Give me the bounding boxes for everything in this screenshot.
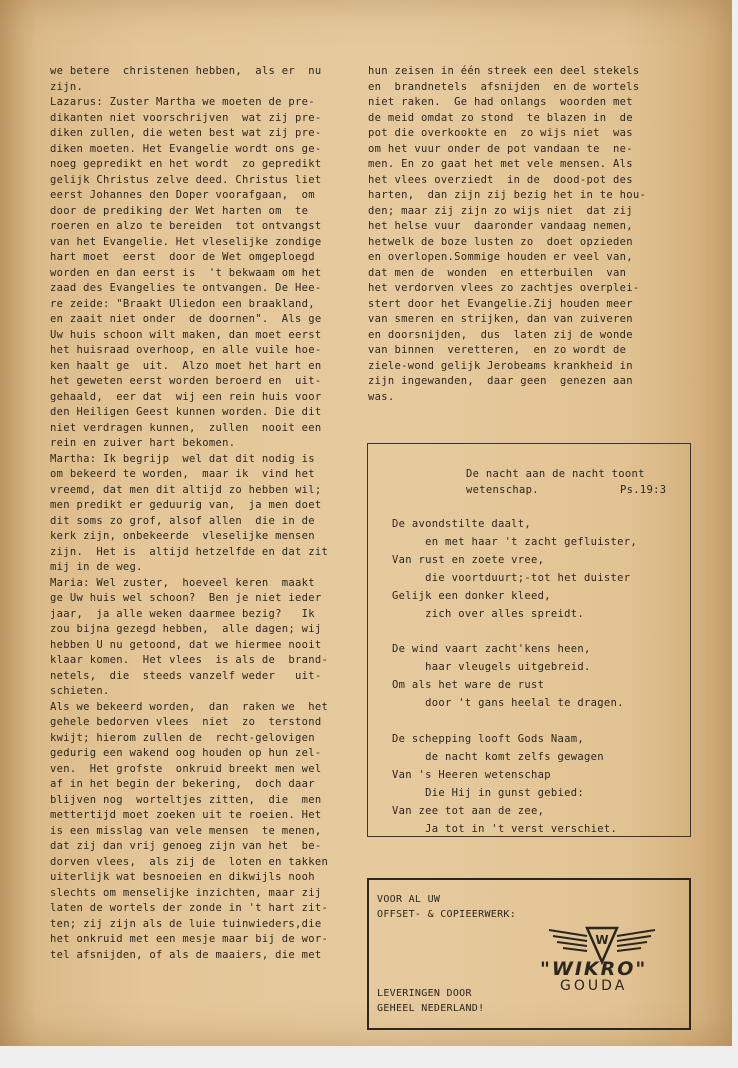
poem-line: haar vleugels uitgebreid. (392, 661, 591, 673)
advertisement-box (367, 878, 691, 1030)
text-line: laten de wortels der zonde in 't hart zit- (50, 902, 329, 914)
text-line: klaar komen. Het vlees is als de brand- (50, 654, 329, 666)
text-line: diken zullen, die weten best wat zij pre- (50, 127, 322, 139)
text-line: Martha: Ik begrijp wel dat dit nodig is (50, 452, 315, 465)
text-line: zijn ingewanden, daar geen genezen aan (368, 375, 633, 387)
text-line: jaar, ja alle weken daarmee bezig? Ik (50, 607, 315, 620)
text-line: kerk zijn, onbekeerde vleselijke mensen (50, 530, 315, 542)
brand-city: GOUDA (560, 978, 628, 994)
text-line: was. (368, 390, 395, 403)
poem-epigraph-2: wetenschap. (466, 484, 539, 496)
text-line: en doorsnijden, dus laten zij de wonde (368, 328, 633, 341)
text-line: Uw huis schoon wilt maken, dan moet eerst (50, 328, 322, 341)
text-line: gedurig een wakend oog houden op hun zel- (50, 747, 322, 759)
text-line: tel afsnijden, of als de maaiers, die met (50, 948, 322, 961)
brand-name: "WIKRO" (540, 958, 648, 980)
poem-line: die voortduurt;-tot het duister (392, 572, 631, 584)
text-line: den; maar zij zijn zo wijs niet dat zij (368, 204, 633, 217)
text-line: mettertijd moet zoeken uit te roeien. Het (50, 809, 322, 821)
text-line: eerst Johannes den Doper voorafgaan, om (50, 189, 315, 201)
text-line: gehele bedorven vlees niet zo terstond (50, 716, 322, 728)
text-line: hart moet eerst door de Wet omgeploegd (50, 251, 315, 263)
poem-line: Om als het ware de rust (392, 679, 545, 691)
text-line: de meid omdat zo stond te blazen in de (368, 111, 633, 124)
text-line: dat zij dan vrij genoeg zijn van het be- (50, 840, 322, 852)
text-line: men. En zo gaat het met vele mensen. Als (368, 158, 633, 170)
text-line: niet raken. Ge had onlangs woorden met (368, 96, 633, 108)
text-line: Maria: Wel zuster, hoeveel keren maakt (50, 576, 315, 589)
text-line: dat men de wonden en etterbuilen van (368, 266, 627, 279)
poem-box (367, 443, 691, 837)
text-line: zou bijna gezegd hebben, alle dagen; wij (50, 623, 322, 635)
text-line: Als we bekeerd worden, dan raken we het (50, 700, 329, 713)
text-line: ge Uw huis wel schoon? Ben je niet ieder (50, 592, 322, 604)
text-line: roeren en alzo te bereiden tot ontvangst (50, 220, 322, 232)
text-line: zijn. Het is altijd hetzelfde en dat zit (50, 545, 329, 558)
text-line: vreemd, dat men dit altijd zo hebben wil; (50, 483, 322, 496)
text-line: het helse vuur daaronder vandaag nemen, (368, 220, 633, 232)
text-line: stert door het Evangelie.Zij houden meer (368, 297, 633, 310)
poem-line: Gelijk een donker kleed, (392, 590, 551, 602)
ad-line-3: LEVERINGEN DOOR (377, 988, 472, 999)
text-line: netels, die steeds vanzelf weder uit- (50, 669, 322, 682)
text-line: uiterlijk wat besnoeien en dikwijls nooh (50, 871, 315, 883)
text-line: rein en zuiver hart bekomen. (50, 437, 236, 449)
text-line: hebben U nu getoond, dat we hiermee nooit (50, 638, 322, 651)
text-line: zijn. (50, 80, 84, 93)
poem-line: en met haar 't zacht gefluister, (392, 536, 637, 548)
text-line: het onkruid met een mesje maar bij de wor- (50, 933, 329, 945)
text-line: dikanten niet voorschrijven wat zij pre- (50, 111, 322, 124)
text-line: van binnen veretteren, en zo wordt de (368, 344, 627, 356)
text-line: Lazarus: Zuster Martha we moeten de pre- (50, 96, 315, 108)
ad-line-2: OFFSET- & COPIEERWERK: (377, 909, 517, 920)
text-line: door de prediking der Wet harten om te (50, 204, 309, 217)
text-line: noeg gepredikt en het wordt zo gepredikt (50, 158, 322, 170)
text-line: pot die overkookte en zo wijs niet was (368, 127, 633, 139)
logo-letter: W (595, 933, 609, 947)
ad-line-1: VOOR AL UW (377, 894, 441, 905)
text-line: hun zeisen in één streek een deel stekels (368, 65, 640, 77)
text-line: schieten. (50, 685, 110, 697)
text-line: ken haalt ge uit. Alzo moet het hart en (50, 359, 322, 372)
text-line: het vlees overziedt in de dood-pot des (368, 173, 633, 186)
text-line: men predikt er geduurig van, ja men doet (50, 499, 322, 511)
text-line: het geweten eerst worden beroerd en uit- (50, 375, 322, 387)
poem-line: zich over alles spreidt. (392, 608, 585, 620)
poem-line: Van rust en zoete vree, (392, 554, 545, 566)
text-line: worden en dan eerst is 't bekwaam om het (50, 266, 322, 279)
poem-reference: Ps.19:3 (620, 484, 667, 496)
text-line: gehaald, eer dat wij een rein huis voor (50, 390, 322, 403)
text-line: slechts om menselijke inzichten, maar zij (50, 886, 322, 899)
text-line: re zeide: "Braakt Uliedon een braakland, (50, 297, 315, 310)
text-line: en zaait niet onder de doornen". Als ge (50, 313, 322, 325)
text-line: het verdorven vlees zo zachtjes overplei- (368, 282, 640, 294)
poem-line: De avondstilte daalt, (392, 518, 532, 530)
poem-line: Van zee tot aan de zee, (392, 805, 545, 817)
text-line: om het vuur onder de pot vandaan te ne- (368, 142, 633, 155)
poem-epigraph-1: De nacht aan de nacht toont (466, 468, 645, 480)
text-line: kwijt; hierom zullen de recht-gelovigen (50, 731, 315, 744)
text-line: we betere christenen hebben, als er nu (50, 65, 322, 77)
text-line: en brandnetels afsnijden en de wortels (368, 80, 640, 93)
text-line: diken moeten. Het Evangelie wordt ons ge- (50, 142, 322, 155)
text-line: ven. Het grofste onkruid breekt men wel (50, 762, 322, 775)
text-line: om bekeerd te worden, maar ik vind het (50, 468, 315, 480)
text-line: af in het begin der bekering, doch daar (50, 778, 315, 790)
poem-line: De wind vaart zacht'kens heen, (392, 643, 591, 655)
ad-line-4: GEHEEL NEDERLAND! (377, 1003, 485, 1014)
wikro-brand (540, 958, 647, 994)
poem-line: Die Hij in gunst gebied: (392, 787, 585, 799)
text-line: niet verdragen kunnen, zullen nooit een (50, 421, 322, 434)
poem-line: De schepping looft Gods Naam, (392, 733, 585, 745)
text-line: ten; zij zijn als de luie tuinwieders,die (50, 917, 322, 930)
text-line: is een misslag van vele mensen te menen, (50, 824, 322, 837)
text-line: ziele-wond gelijk Jerobeams krankheid in (368, 359, 633, 372)
poem-line: door 't gans heelal te dragen. (392, 697, 624, 709)
text-line: zaad des Evangelies te ontvangen. De Hee- (50, 282, 322, 294)
text-line: gelijk Christus zelve deed. Christus liet (50, 173, 322, 186)
text-line: blijven nog worteltjes zitten, die men (50, 793, 322, 806)
text-line: dit soms zo grof, alsof allen die in de (50, 514, 315, 527)
text-line: dorven vlees, als zij de loten en takken (50, 855, 329, 868)
left-text-column (50, 64, 362, 963)
text-line: den Heiligen Geest kunnen worden. Die dit (50, 406, 322, 418)
text-line: hetwelk de boze lusten zo doet opzieden (368, 235, 633, 248)
text-line: harten, dan zijn zij bezig het in te hou- (368, 189, 647, 201)
poem-line: Van 's Heeren wetenschap (392, 769, 551, 781)
text-line: van smeren en strijken, dan van zuiveren (368, 313, 633, 325)
poem-line: de nacht komt zelfs gewagen (392, 751, 604, 763)
right-text-column (368, 64, 708, 405)
text-line: mij in de weg. (50, 561, 143, 573)
poem-line: Ja tot in 't verst verschiet. (392, 823, 618, 835)
text-line: van het Evangelie. Het vleselijke zondige (50, 235, 322, 248)
text-line: het huisraad overhoop, en alle vuile hoe- (50, 344, 322, 356)
text-line: en overlopen.Sommige houden er veel van, (368, 251, 633, 263)
